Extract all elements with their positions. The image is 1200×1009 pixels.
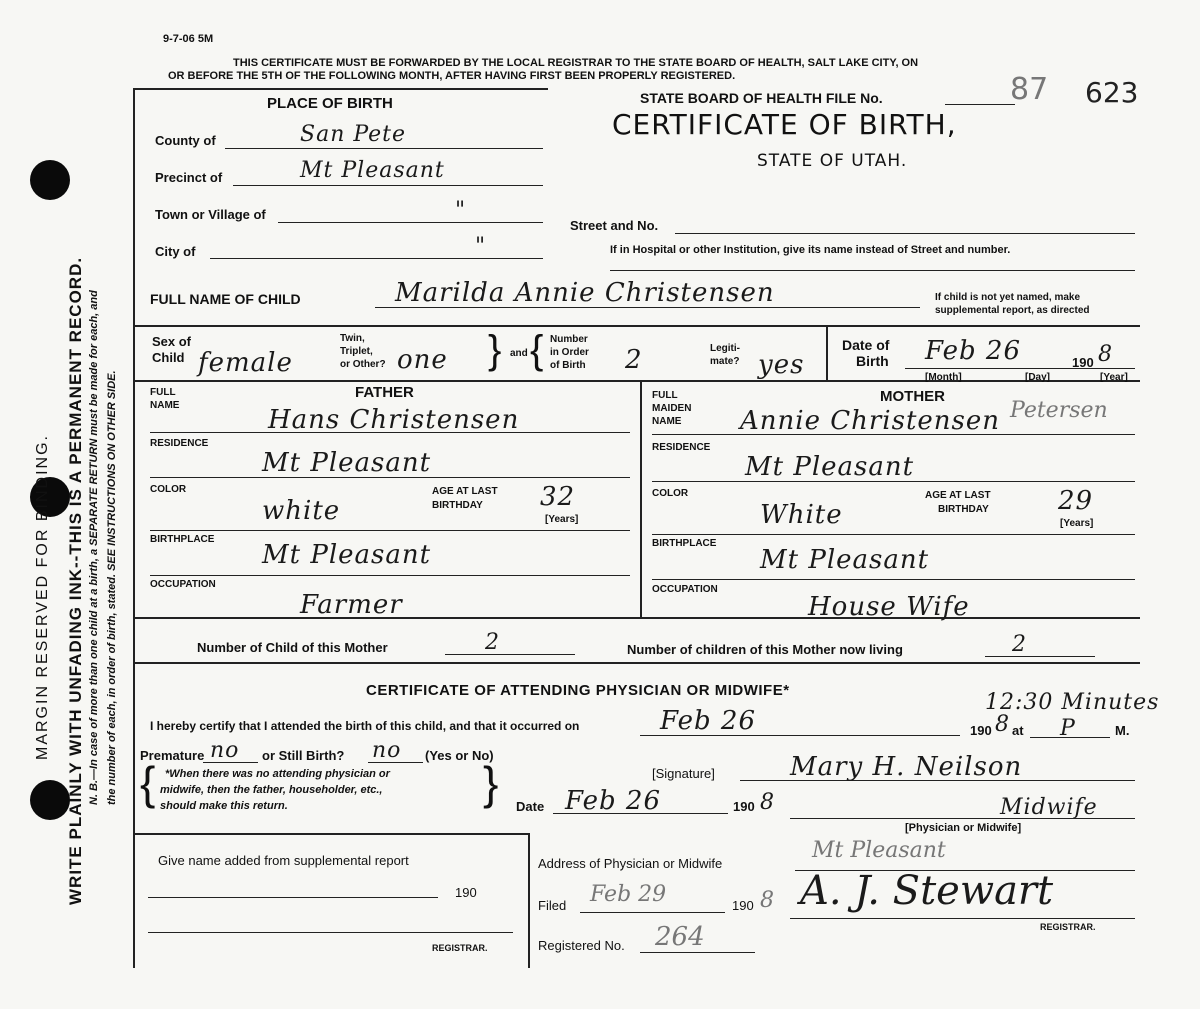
precinct-label: Precinct of bbox=[155, 170, 223, 185]
father-residence-value: Mt Pleasant bbox=[262, 448, 432, 478]
punch-hole-bottom bbox=[30, 780, 70, 820]
address-label: Address of Physician or Midwife bbox=[538, 856, 723, 871]
supplemental-year-prefix: 190 bbox=[455, 885, 477, 900]
and-label: and bbox=[510, 348, 528, 359]
mother-name-label-1: FULL bbox=[652, 390, 678, 401]
father-occupation-value: Farmer bbox=[300, 590, 403, 620]
mother-occupation-label: OCCUPATION bbox=[652, 584, 718, 595]
physician-role-value: Midwife bbox=[1000, 795, 1098, 820]
order-brace-icon: { bbox=[530, 328, 544, 372]
mother-age-label-1: AGE AT LAST bbox=[925, 490, 991, 501]
stillbirth-value: no bbox=[372, 738, 402, 763]
town-value: " bbox=[455, 198, 467, 223]
yes-no-label: (Yes or No) bbox=[425, 748, 494, 763]
supplemental-label: Give name added from supplemental report bbox=[158, 853, 409, 868]
birth-time: 12:30 Minutes bbox=[985, 690, 1160, 715]
signed-date-label: Date bbox=[516, 799, 545, 814]
father-birthplace-label: BIRTHPLACE bbox=[150, 534, 215, 545]
county-value: San Pete bbox=[300, 122, 407, 147]
order-value: 2 bbox=[625, 345, 643, 375]
father-age-label-1: AGE AT LAST bbox=[432, 486, 498, 497]
mother-color-label: COLOR bbox=[652, 488, 689, 499]
mother-age-value: 29 bbox=[1058, 486, 1094, 516]
unnamed-note-line-1: If child is not yet named, make bbox=[935, 292, 1081, 303]
mother-name-correction: Petersen bbox=[1010, 398, 1108, 423]
signature-label: [Signature] bbox=[652, 766, 715, 781]
sex-value: female bbox=[198, 348, 293, 378]
physician-address-value: Mt Pleasant bbox=[812, 838, 946, 863]
m-label: M. bbox=[1115, 723, 1130, 738]
filed-label: Filed bbox=[538, 898, 567, 913]
day-label: [Day] bbox=[1025, 372, 1051, 383]
twin-label-1: Twin, bbox=[340, 333, 365, 344]
footnote-line-1: *When there was no attending physician or bbox=[165, 768, 390, 780]
margin-binding-text: MARGIN RESERVED FOR BINDING. bbox=[34, 434, 51, 760]
registered-no-value: 264 bbox=[655, 922, 705, 952]
order-label-1: Number bbox=[550, 334, 588, 345]
signed-date-value: Feb 26 bbox=[565, 786, 661, 816]
twin-label-2: Triplet, bbox=[340, 346, 373, 357]
file-no-label: STATE BOARD OF HEALTH FILE No. bbox=[640, 90, 883, 106]
filed-year-prefix: 190 bbox=[732, 898, 754, 913]
footnote-line-3: should make this return. bbox=[160, 800, 288, 812]
dob-label-2: Birth bbox=[856, 353, 889, 369]
city-label: City of bbox=[155, 244, 196, 259]
stillbirth-label: or Still Birth? bbox=[262, 748, 345, 763]
twin-brace-icon: } bbox=[488, 328, 502, 372]
punch-hole-top bbox=[30, 160, 70, 200]
place-of-birth-heading: PLACE OF BIRTH bbox=[267, 95, 393, 112]
margin-note-1: N. B.—In case of more than one child at a birth, a SEPARATE RETURN must be made for each, and bbox=[88, 290, 100, 805]
child-name-value: Marilda Annie Christensen bbox=[395, 278, 775, 308]
sex-label-1: Sex of bbox=[152, 334, 192, 349]
dob-label-1: Date of bbox=[842, 337, 890, 353]
mother-heading: MOTHER bbox=[880, 388, 945, 405]
filed-year-suffix: 8 bbox=[760, 888, 774, 913]
county-label: County of bbox=[155, 133, 216, 148]
dob-year-prefix: 190 bbox=[1072, 355, 1094, 370]
precinct-value: Mt Pleasant bbox=[300, 158, 445, 183]
registrar-signature: A. J. Stewart bbox=[800, 868, 1054, 914]
occurred-year-prefix: 190 bbox=[970, 723, 992, 738]
father-age-label-2: BIRTHDAY bbox=[432, 500, 483, 511]
mother-name-label-3: NAME bbox=[652, 416, 682, 427]
footnote-line-2: midwife, then the father, householder, etc., bbox=[160, 784, 383, 796]
father-name-label-2: NAME bbox=[150, 400, 180, 411]
mother-name-value: Annie Christensen bbox=[740, 406, 1001, 436]
father-age-value: 32 bbox=[540, 482, 576, 512]
father-heading: FATHER bbox=[355, 384, 414, 401]
town-label: Town or Village of bbox=[155, 207, 266, 222]
street-label: Street and No. bbox=[570, 218, 659, 233]
physician-heading: CERTIFICATE OF ATTENDING PHYSICIAN OR MIDWIFE* bbox=[366, 682, 790, 699]
sex-label-2: Child bbox=[152, 350, 185, 365]
form-code: 9-7-06 5M bbox=[163, 33, 214, 45]
certify-text: I hereby certify that I attended the birth of this child, and that it occurred on bbox=[150, 719, 580, 733]
year-label: [Year] bbox=[1100, 372, 1128, 383]
physician-role-label: [Physician or Midwife] bbox=[905, 822, 1022, 834]
signed-year-prefix: 190 bbox=[733, 799, 755, 814]
file-no: 623 bbox=[1085, 76, 1139, 109]
children-living-value: 2 bbox=[1012, 632, 1027, 657]
legit-label-2: mate? bbox=[710, 356, 740, 367]
supplemental-registrar-label: REGISTRAR. bbox=[432, 943, 488, 953]
filed-date-value: Feb 29 bbox=[590, 882, 667, 907]
city-value: " bbox=[475, 234, 487, 259]
margin-ink-notice: WRITE PLAINLY WITH UNFADING INK--THIS IS A PERMANENT RECORD. bbox=[66, 256, 85, 905]
dob-value: Feb 26 bbox=[925, 336, 1021, 366]
margin-note-2: the number of each, in order of birth, stated. SEE INSTRUCTIONS ON OTHER SIDE. bbox=[106, 370, 118, 805]
child-name-label: FULL NAME OF CHILD bbox=[150, 291, 301, 307]
birth-occurred-date: Feb 26 bbox=[660, 706, 756, 736]
twin-value: one bbox=[397, 345, 448, 375]
forwarding-notice-line-1: THIS CERTIFICATE MUST BE FORWARDED BY THE LOCAL REGISTRAR TO THE STATE BOARD OF HEALTH, SALT LAKE CITY, ON bbox=[233, 57, 919, 69]
father-years-label: [Years] bbox=[545, 514, 579, 525]
mother-name-label-2: MAIDEN bbox=[652, 403, 692, 414]
at-label: at bbox=[1012, 723, 1024, 738]
twin-label-3: or Other? bbox=[340, 359, 386, 370]
signed-year-suffix: 8 bbox=[760, 790, 775, 815]
legit-label-1: Legiti- bbox=[710, 343, 740, 354]
footnote-brace-close-icon: } bbox=[483, 757, 499, 809]
forwarding-notice-line-2: OR BEFORE THE 5TH OF THE FOLLOWING MONTH, AFTER HAVING FIRST BEEN PROPERLY REGISTERED. bbox=[168, 70, 736, 82]
mother-age-label-2: BIRTHDAY bbox=[938, 504, 989, 515]
footnote-brace-open-icon: { bbox=[140, 757, 156, 809]
father-color-label: COLOR bbox=[150, 484, 187, 495]
dob-year-suffix: 8 bbox=[1098, 342, 1113, 367]
at-value: P bbox=[1060, 716, 1076, 741]
mother-years-label: [Years] bbox=[1060, 518, 1094, 529]
mother-birthplace-value: Mt Pleasant bbox=[760, 545, 930, 575]
father-residence-label: RESIDENCE bbox=[150, 438, 209, 449]
father-name-label-1: FULL bbox=[150, 387, 176, 398]
mother-occupation-value: House Wife bbox=[808, 592, 970, 622]
premature-value: no bbox=[210, 738, 240, 763]
children-living-label: Number of children of this Mother now living bbox=[627, 642, 903, 657]
mother-residence-label: RESIDENCE bbox=[652, 442, 711, 453]
filing-registrar-label: REGISTRAR. bbox=[1040, 922, 1096, 932]
father-name-value: Hans Christensen bbox=[268, 405, 520, 435]
father-occupation-label: OCCUPATION bbox=[150, 579, 216, 590]
certificate-subtitle: STATE OF UTAH. bbox=[757, 151, 908, 171]
order-label-3: of Birth bbox=[550, 360, 586, 371]
certificate-title: CERTIFICATE OF BIRTH, bbox=[612, 108, 957, 141]
physician-signature: Mary H. Neilson bbox=[790, 752, 1023, 782]
file-no-prefix: 87 bbox=[1010, 72, 1049, 107]
father-birthplace-value: Mt Pleasant bbox=[262, 540, 432, 570]
registered-no-label: Registered No. bbox=[538, 938, 625, 953]
child-number-value: 2 bbox=[485, 630, 500, 655]
mother-birthplace-label: BIRTHPLACE bbox=[652, 538, 717, 549]
premature-label: Premature bbox=[140, 748, 205, 763]
order-label-2: in Order bbox=[550, 347, 589, 358]
mother-color-value: White bbox=[760, 500, 843, 530]
legit-value: yes bbox=[758, 350, 805, 380]
hospital-note: If in Hospital or other Institution, give its name instead of Street and number. bbox=[610, 244, 1011, 256]
unnamed-note-line-2: supplemental report, as directed bbox=[935, 305, 1090, 316]
month-label: [Month] bbox=[925, 372, 962, 383]
child-number-label: Number of Child of this Mother bbox=[197, 640, 388, 655]
father-color-value: white bbox=[262, 496, 341, 526]
occurred-year-suffix: 8 bbox=[995, 712, 1010, 737]
mother-residence-value: Mt Pleasant bbox=[745, 452, 915, 482]
